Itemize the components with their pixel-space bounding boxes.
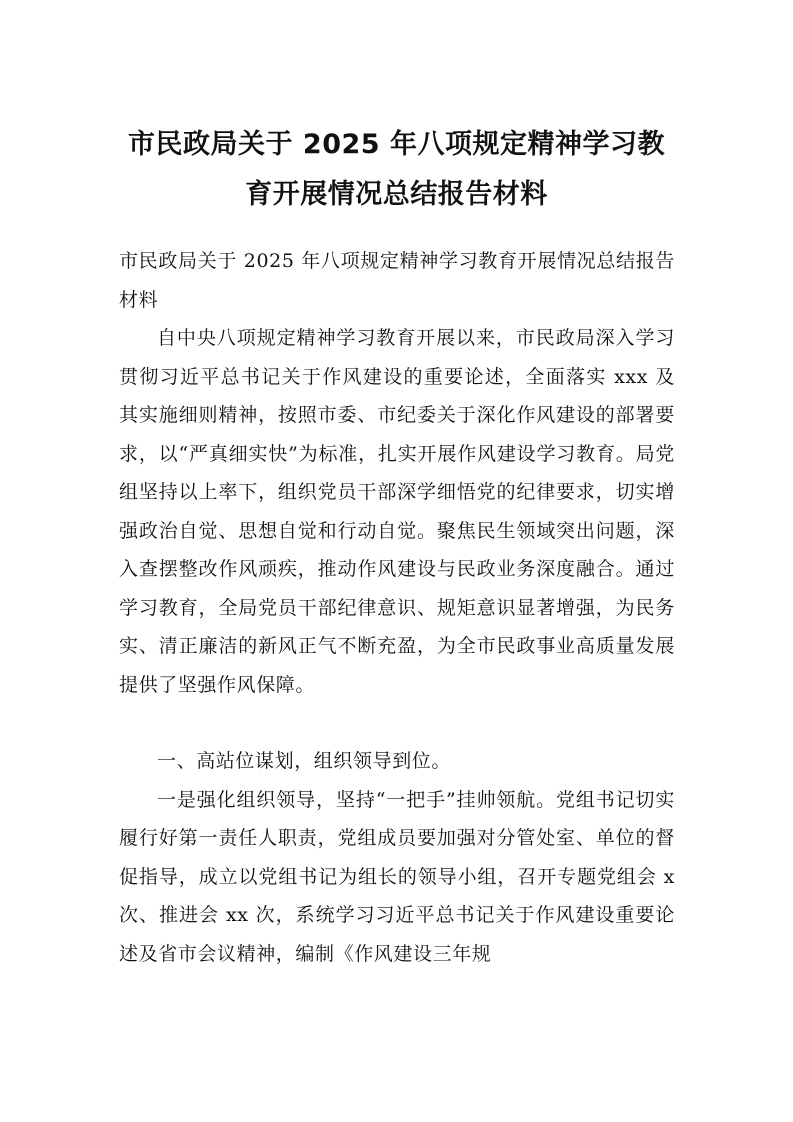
document-title: [110, 120, 683, 220]
document-body: [119, 242, 675, 973]
paragraph-spacer: [119, 704, 675, 742]
title-line-1: 市民政局关于 2025 年八项规定精神学习教: [128, 129, 665, 160]
intro-paragraph: 自中央八项规定精神学习教育开展以来，市民政局深入学习贯彻习近平总书记关于作风建设的重要论述，全面落实 xxx 及其实施细则精神，按照市委、市纪委关于深化作风建设的部署要求，以“严真细实快”为标准，扎实开展作风建设学习教育。局党组坚持以上率下，组织党员干部深学细悟党的纪律要求，切实增强政治自觉、思想自觉和行动自觉。聚焦民生领域突出问题，深入查摆整改作风顽疾，推动作风建设与民政业务深度融合。通过学习教育，全局党员干部纪律意识、规矩意识显著增强，为民务实、清正廉洁的新风正气不断充盈，为全市民政事业高质量发展提供了坚强作风保障。: [119, 327, 675, 696]
section-heading: 一、高站位谋划，组织领导到位。: [157, 750, 452, 772]
section-paragraph: 一是强化组织领导，坚持“一把手”挂帅领航。党组书记切实履行好第一责任人职责，党组成员要加强对分管处室、单位的督促指导，成立以党组书记为组长的领导小组，召开专题党组会 x 次、推进会 xx 次，系统学习习近平总书记关于作风建设重要论述及省市会议精神，编制《作风建设三年规: [119, 788, 675, 965]
document-subtitle: 市民政局关于 2025 年八项规定精神学习教育开展情况总结报告材料: [119, 250, 675, 311]
title-line-2: 育开展情况总结报告材料: [245, 179, 548, 210]
